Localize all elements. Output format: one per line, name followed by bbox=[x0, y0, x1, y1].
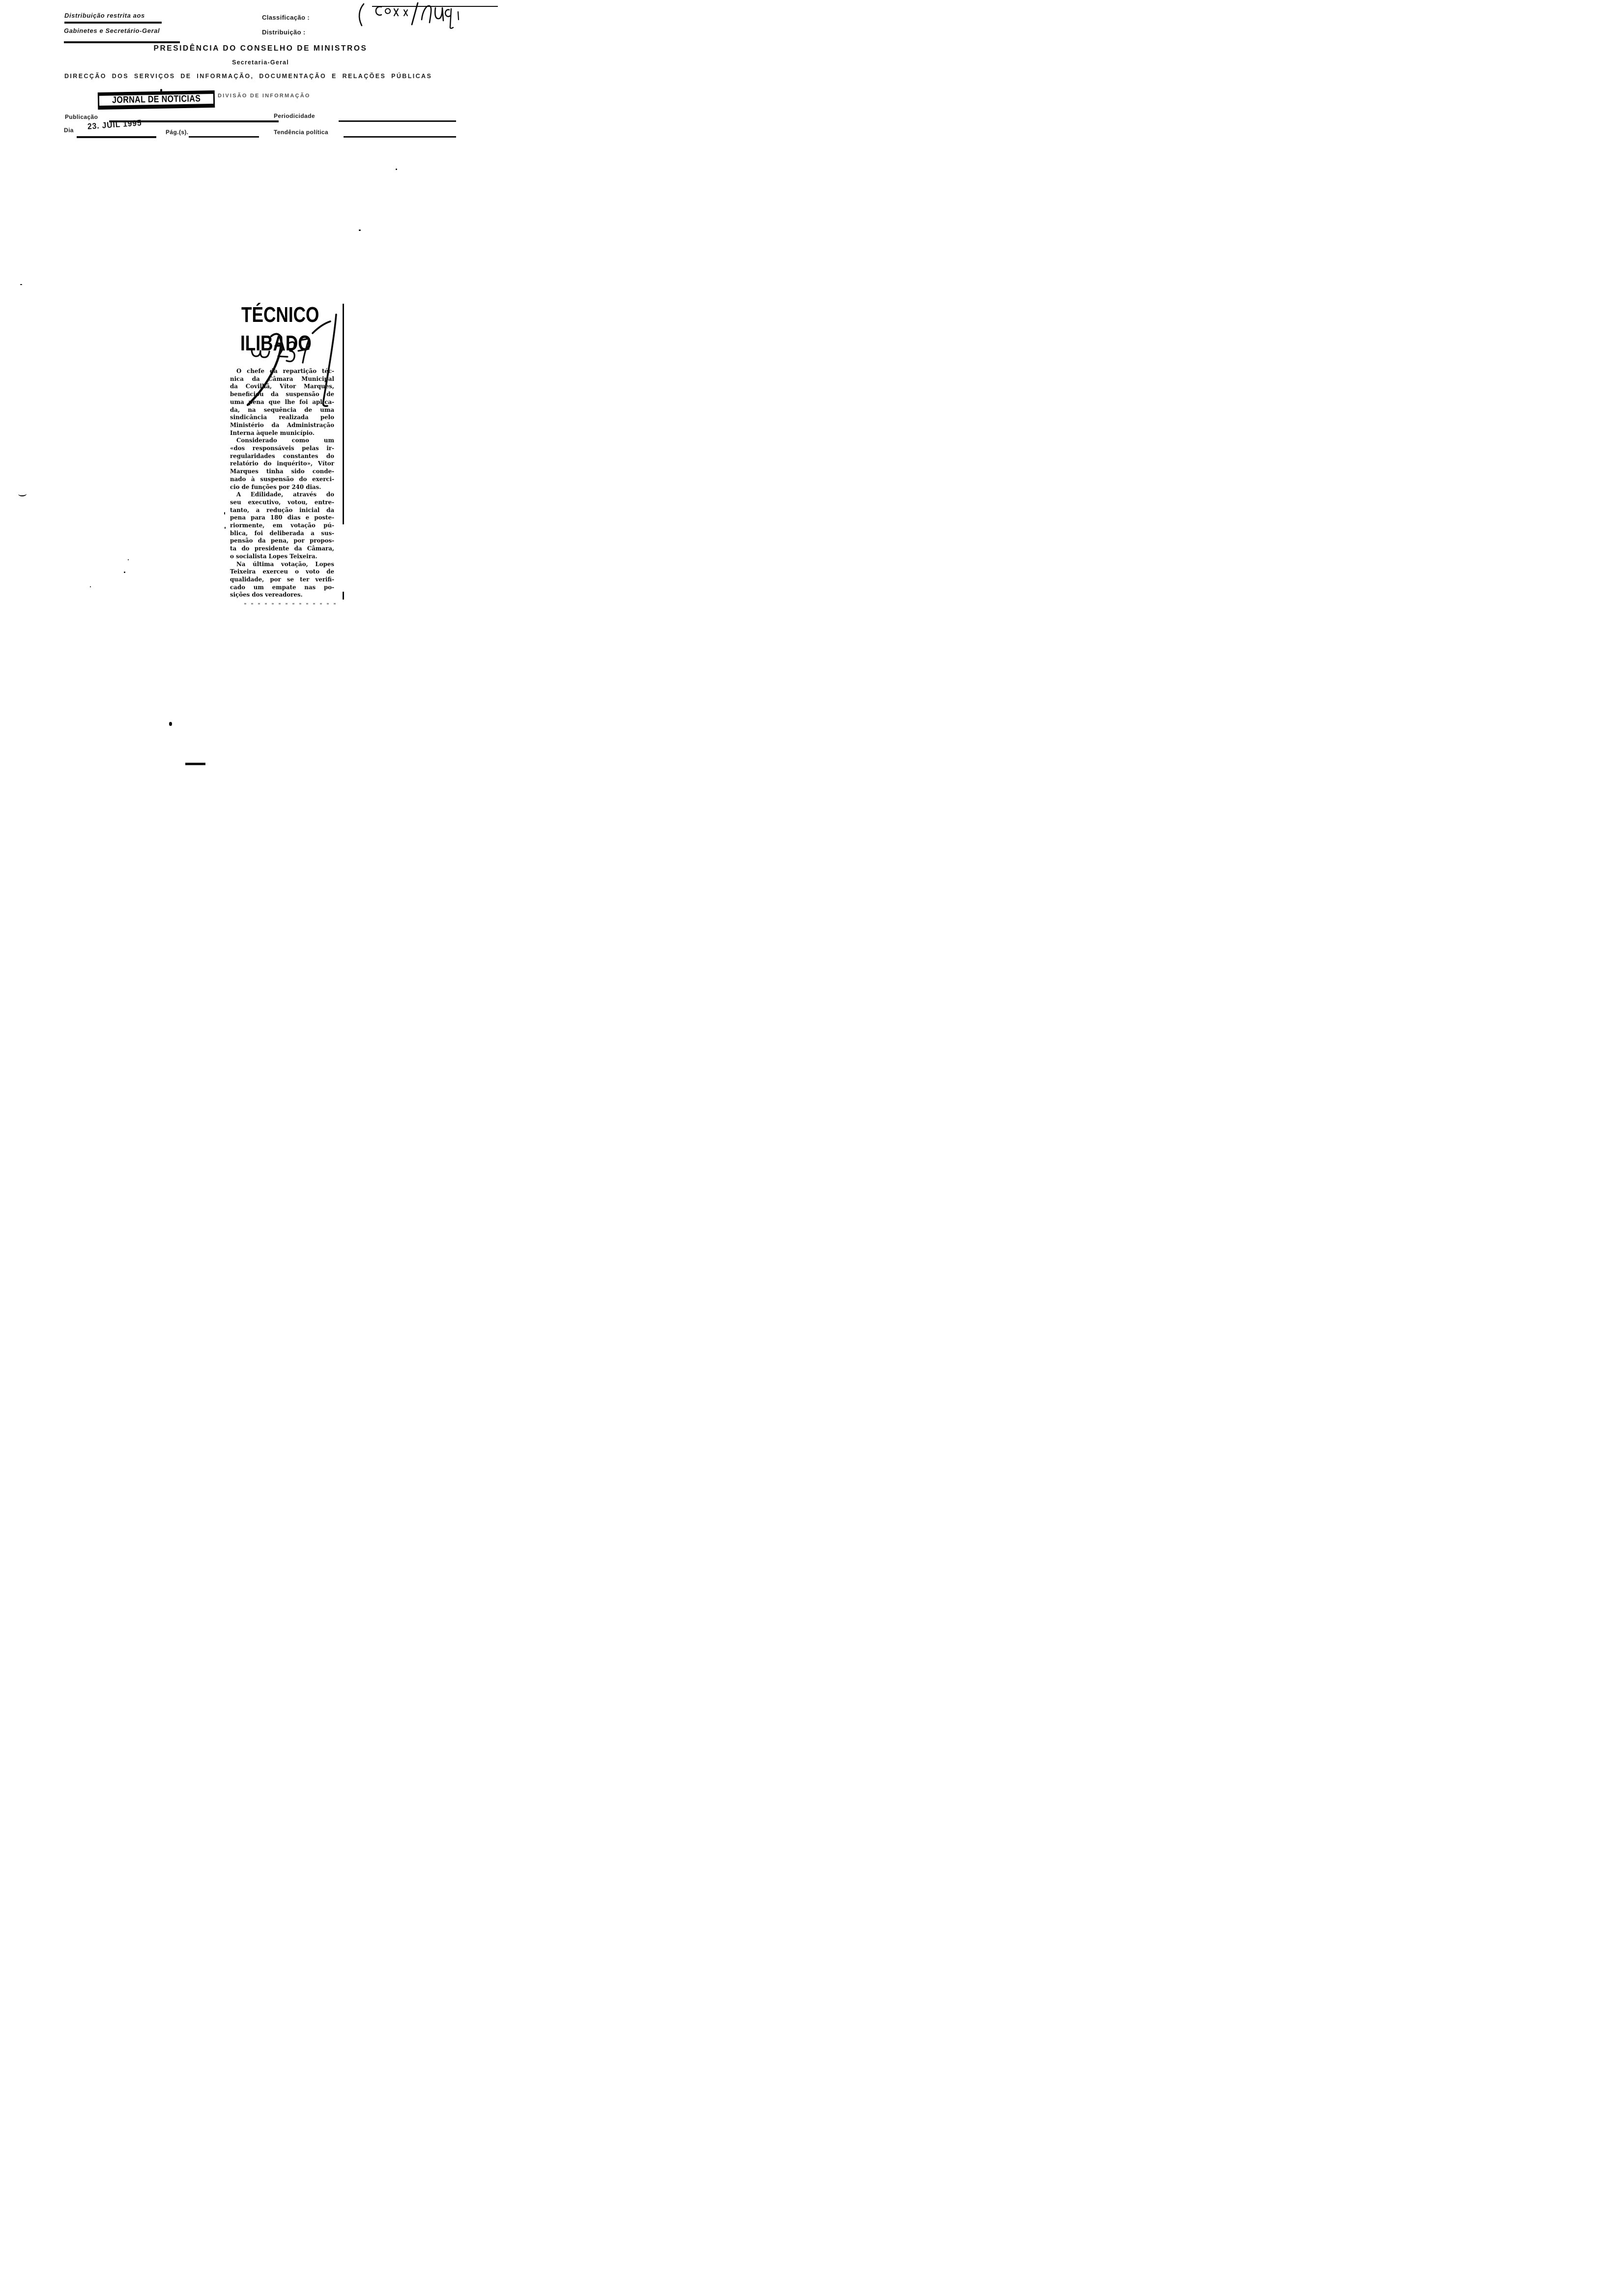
article-line: Na última votação, Lopes bbox=[236, 560, 334, 568]
article-line: tanto, a redução inicial da bbox=[230, 506, 334, 514]
date-stamp: 23. JUIL 1995 bbox=[87, 118, 143, 131]
article-headline-line1: TÉCNICO bbox=[241, 303, 319, 327]
division-label: DIVISÃO DE INFORMAÇÃO bbox=[218, 93, 311, 99]
article-line: pensão da pena, por propos- bbox=[230, 537, 334, 545]
faded-text-smudge bbox=[244, 603, 339, 604]
article-line: seu executivo, votou, entre- bbox=[230, 498, 334, 506]
newspaper-stamp-label: JORNAL DE NOTICIAS bbox=[112, 93, 201, 106]
ink-speck bbox=[128, 559, 129, 560]
article-line: relatório do inquérito», Vítor bbox=[230, 460, 334, 467]
distribution-label: Distribuição : bbox=[262, 29, 306, 36]
article-line: beneficiou da suspensão de bbox=[230, 391, 334, 398]
ink-speck bbox=[20, 284, 22, 285]
publication-label: Publicação bbox=[65, 114, 98, 120]
scanned-press-clipping-page bbox=[0, 0, 537, 765]
ink-speck bbox=[396, 169, 397, 170]
article-line: da, na sequência de uma bbox=[230, 406, 334, 413]
article-line: nado à suspensão do exerci- bbox=[230, 475, 334, 483]
pen-curve-mark bbox=[18, 491, 27, 497]
underline bbox=[64, 41, 180, 43]
ink-speck bbox=[359, 230, 361, 231]
article-line: Teixeira exerceu o voto de bbox=[230, 568, 334, 575]
ink-blot bbox=[169, 722, 172, 726]
article-line: riormente, em votação pú- bbox=[230, 522, 334, 529]
handwriting-top-right bbox=[353, 1, 471, 29]
article-line: da Covilhã, Vítor Marques, bbox=[230, 383, 334, 390]
article-line: nica da Câmara Municipal bbox=[230, 375, 334, 382]
ink-speck bbox=[224, 512, 225, 515]
periodicity-line bbox=[339, 120, 456, 122]
distribution-note-line1: Distribuição restrita aos bbox=[64, 12, 145, 19]
article-line: A Edilidade, através do bbox=[236, 491, 334, 498]
article-line: Considerado como um bbox=[236, 437, 334, 444]
article-line: uma pena que lhe foi aplica- bbox=[230, 398, 334, 405]
ink-speck bbox=[225, 527, 226, 529]
article-line: ta do presidente da Câmara, bbox=[230, 545, 334, 552]
article-line: qualidade, por se ter verifi- bbox=[230, 575, 334, 583]
article-line: regularidades constantes do bbox=[230, 452, 334, 459]
pages-label: Pág.(s). bbox=[166, 129, 189, 136]
article-line: «dos responsáveis pelas ir- bbox=[230, 445, 334, 452]
political-tendency-label: Tendência política bbox=[274, 129, 328, 136]
article-line: cio de funções por 240 dias. bbox=[230, 483, 321, 490]
political-tendency-line bbox=[344, 136, 456, 138]
pages-line bbox=[189, 136, 259, 138]
org-subtitle: Secretaria-Geral bbox=[232, 59, 289, 66]
org-title: PRESIDÊNCIA DO CONSELHO DE MINISTROS bbox=[153, 44, 368, 53]
article-line: Interna àquele município. bbox=[230, 429, 315, 436]
ink-speck bbox=[90, 586, 91, 587]
classification-label: Classificação : bbox=[262, 14, 310, 21]
article-line: cado um empate nas po- bbox=[230, 583, 334, 591]
underline bbox=[64, 22, 162, 24]
article-line: Ministério da Administração bbox=[230, 421, 334, 429]
article-line: sindicância realizada pelo bbox=[230, 414, 334, 421]
article-headline-line2: ILIBADO bbox=[240, 331, 312, 355]
article-body bbox=[230, 368, 334, 599]
periodicity-label: Periodicidade bbox=[274, 113, 315, 119]
article-line: Marques tinha sido conde- bbox=[230, 468, 334, 475]
org-department: DIRECÇÃO DOS SERVIÇOS DE INFORMAÇÃO, DOCUMENTAÇÃO E RELAÇÕES PÚBLICAS bbox=[64, 73, 432, 80]
day-line bbox=[77, 136, 156, 138]
newspaper-stamp bbox=[98, 90, 215, 110]
ink-speck bbox=[160, 89, 162, 92]
day-label: Dia bbox=[64, 127, 74, 134]
column-rule-fragment bbox=[343, 592, 344, 600]
ink-speck bbox=[124, 572, 125, 573]
article-line: pena para 180 dias e poste- bbox=[230, 514, 334, 521]
article-line: O chefe da repartição téc- bbox=[236, 368, 334, 374]
scan-edge-artifact bbox=[185, 763, 205, 765]
article-line: sições dos vereadores. bbox=[230, 591, 303, 599]
article-line: blica, foi deliberada a sus- bbox=[230, 529, 334, 537]
distribution-note-line2: Gabinetes e Secretário-Geral bbox=[64, 27, 160, 34]
article-line: o socialista Lopes Teixeira. bbox=[230, 552, 317, 560]
